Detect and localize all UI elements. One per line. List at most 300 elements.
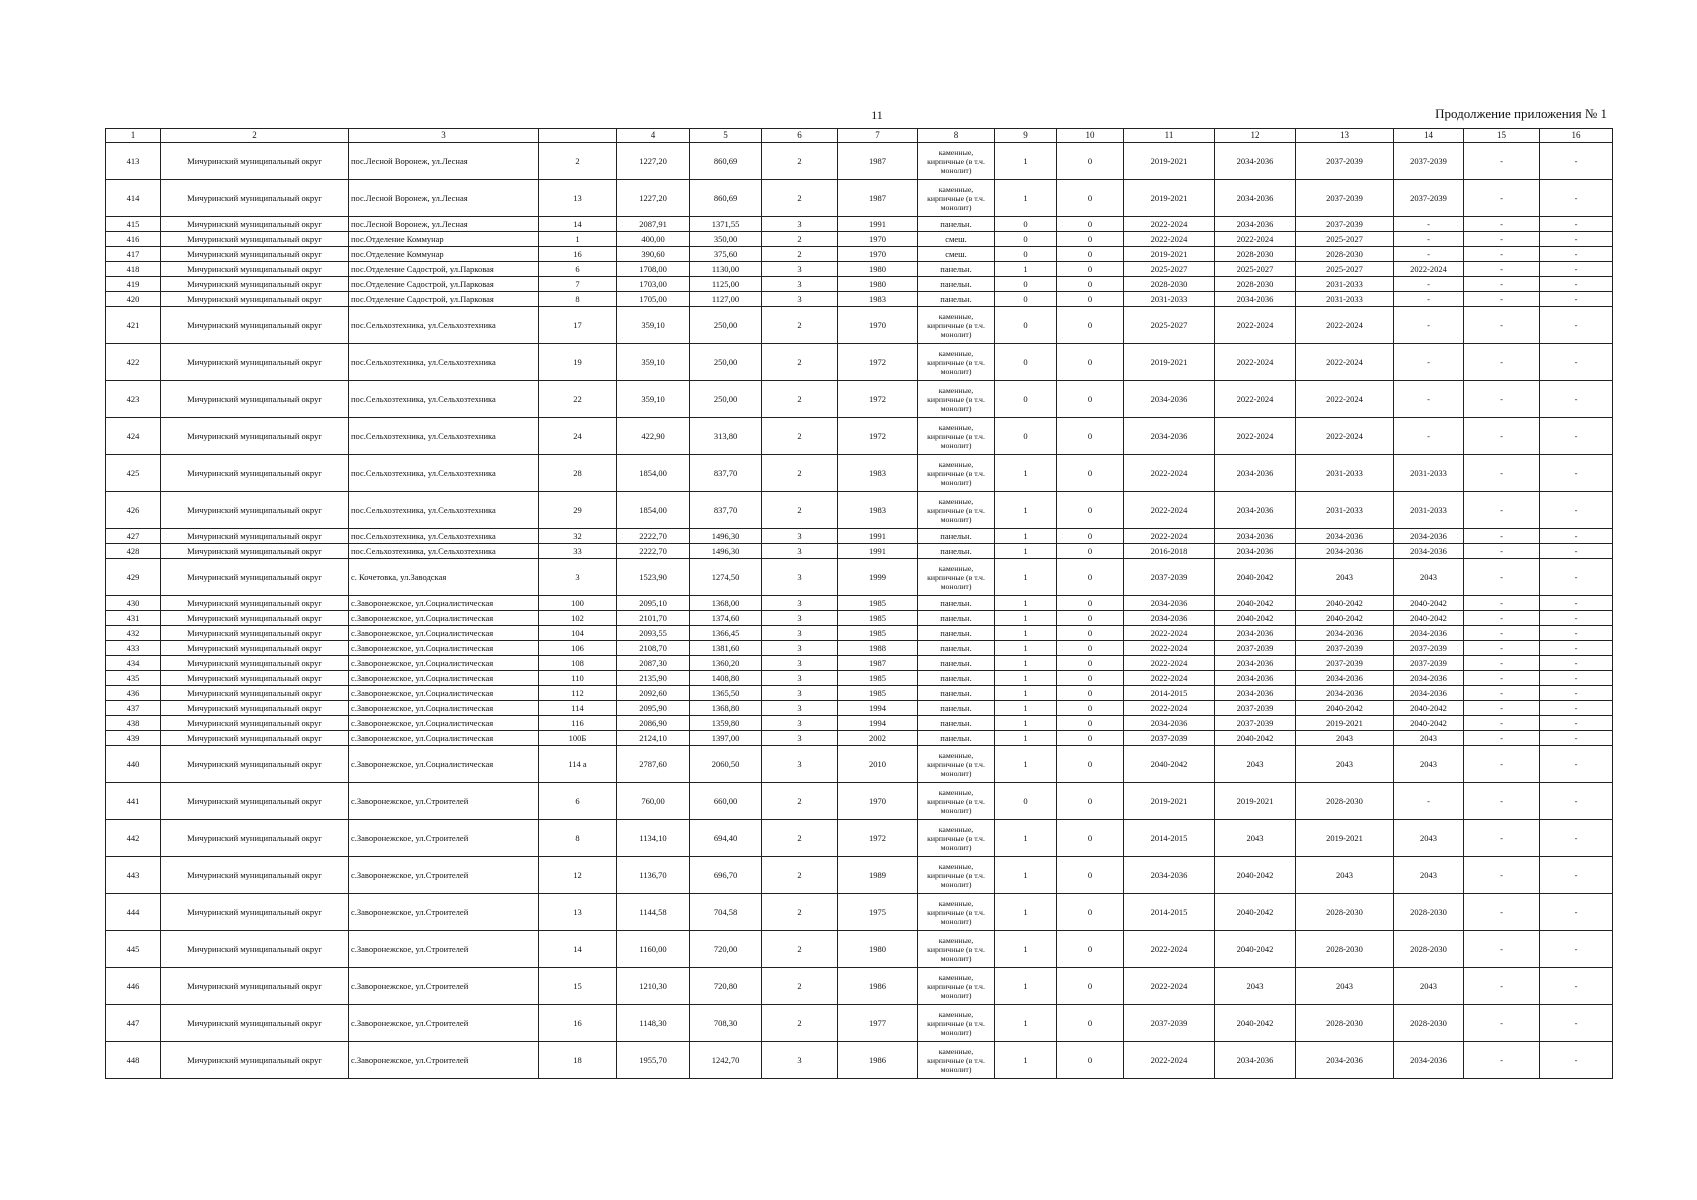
table-cell: 2 <box>762 857 838 894</box>
table-cell: 1160,00 <box>617 931 690 968</box>
table-cell: смеш. <box>918 232 995 247</box>
table-cell: 12 <box>539 857 617 894</box>
table-cell: 419 <box>106 277 161 292</box>
table-cell: 1 <box>995 596 1057 611</box>
table-cell: - <box>1540 529 1613 544</box>
table-cell: Мичуринский муниципальный округ <box>161 292 349 307</box>
table-cell: 0 <box>1057 1005 1124 1042</box>
table-cell: 2034-2036 <box>1215 529 1296 544</box>
table-cell: 2037-2039 <box>1394 656 1464 671</box>
table-cell: Мичуринский муниципальный округ <box>161 783 349 820</box>
table-cell: 2040-2042 <box>1215 894 1296 931</box>
table-cell: 2022-2024 <box>1296 381 1394 418</box>
table-cell: 2028-2030 <box>1296 783 1394 820</box>
table-cell: 2037-2039 <box>1296 180 1394 217</box>
table-cell: 414 <box>106 180 161 217</box>
table-cell: 2 <box>762 344 838 381</box>
table-cell: 430 <box>106 596 161 611</box>
table-cell: 1 <box>995 746 1057 783</box>
table-cell: - <box>1464 746 1540 783</box>
table-cell: с.Заворонежское, ул.Социалистическая <box>349 641 539 656</box>
table-cell: 7 <box>539 277 617 292</box>
table-row <box>106 716 1613 731</box>
table-cell: 860,69 <box>690 143 762 180</box>
table-cell: Мичуринский муниципальный округ <box>161 701 349 716</box>
table-cell: Мичуринский муниципальный округ <box>161 217 349 232</box>
table-cell: Мичуринский муниципальный округ <box>161 656 349 671</box>
table-cell: 2034-2036 <box>1296 626 1394 641</box>
table-cell: 660,00 <box>690 783 762 820</box>
table-cell: 2022-2024 <box>1215 232 1296 247</box>
table-cell: панельн. <box>918 596 995 611</box>
table-cell: 1 <box>995 262 1057 277</box>
table-cell: 696,70 <box>690 857 762 894</box>
table-cell: 2060,50 <box>690 746 762 783</box>
table-cell: 1136,70 <box>617 857 690 894</box>
table-cell: - <box>1540 820 1613 857</box>
housing-registry-table <box>105 128 1613 1079</box>
table-cell: 2034-2036 <box>1394 686 1464 701</box>
table-cell: 2034-2036 <box>1215 455 1296 492</box>
table-cell: 0 <box>1057 746 1124 783</box>
table-cell: 441 <box>106 783 161 820</box>
table-cell: 1970 <box>838 783 918 820</box>
table-cell: 0 <box>1057 626 1124 641</box>
table-cell: 2043 <box>1215 820 1296 857</box>
table-cell: Мичуринский муниципальный округ <box>161 931 349 968</box>
table-cell: 2016-2018 <box>1124 544 1215 559</box>
table-cell: 2034-2036 <box>1215 143 1296 180</box>
table-cell: 19 <box>539 344 617 381</box>
table-cell: 1 <box>995 529 1057 544</box>
table-cell: 112 <box>539 686 617 701</box>
table-cell: 2040-2042 <box>1215 1005 1296 1042</box>
table-cell: 694,40 <box>690 820 762 857</box>
table-cell: - <box>1464 611 1540 626</box>
table-cell: 1985 <box>838 611 918 626</box>
table-cell: 2014-2015 <box>1124 686 1215 701</box>
table-cell: 1991 <box>838 544 918 559</box>
table-cell: 1989 <box>838 857 918 894</box>
table-cell: - <box>1394 217 1464 232</box>
table-row <box>106 968 1613 1005</box>
table-cell: - <box>1464 671 1540 686</box>
table-cell: 2028-2030 <box>1394 894 1464 931</box>
table-cell: - <box>1540 492 1613 529</box>
table-body <box>106 143 1613 1079</box>
table-cell: каменные, кирпичные (в т.ч. монолит) <box>918 559 995 596</box>
table-cell: - <box>1464 731 1540 746</box>
table-cell: 2022-2024 <box>1296 307 1394 344</box>
table-cell: 2022-2024 <box>1215 307 1296 344</box>
table-cell: 2040-2042 <box>1215 931 1296 968</box>
table-row <box>106 292 1613 307</box>
table-cell: 1983 <box>838 492 918 529</box>
table-cell: 0 <box>1057 596 1124 611</box>
table-cell: 3 <box>762 611 838 626</box>
table-cell: 0 <box>995 247 1057 262</box>
table-cell: Мичуринский муниципальный округ <box>161 307 349 344</box>
table-cell: 2124,10 <box>617 731 690 746</box>
table-cell: 1360,20 <box>690 656 762 671</box>
table-cell: 1987 <box>838 143 918 180</box>
table-cell: 2022-2024 <box>1124 931 1215 968</box>
table-cell: - <box>1540 716 1613 731</box>
table-cell: - <box>1540 544 1613 559</box>
table-cell: 2022-2024 <box>1124 671 1215 686</box>
table-cell: панельн. <box>918 671 995 686</box>
table-cell: 2043 <box>1394 820 1464 857</box>
table-cell: 2031-2033 <box>1296 277 1394 292</box>
table-cell: 434 <box>106 656 161 671</box>
table-cell: 0 <box>1057 381 1124 418</box>
table-cell: 6 <box>539 262 617 277</box>
table-cell: 15 <box>539 968 617 1005</box>
table-cell: 0 <box>1057 559 1124 596</box>
table-cell: Мичуринский муниципальный округ <box>161 641 349 656</box>
table-cell: с.Заворонежское, ул.Строителей <box>349 894 539 931</box>
table-cell: 2022-2024 <box>1124 626 1215 641</box>
table-cell: 100 <box>539 596 617 611</box>
table-cell: Мичуринский муниципальный округ <box>161 529 349 544</box>
table-cell: 2040-2042 <box>1215 596 1296 611</box>
table-cell: 720,00 <box>690 931 762 968</box>
table-cell: 2034-2036 <box>1394 544 1464 559</box>
table-cell: 106 <box>539 641 617 656</box>
table-cell: - <box>1464 492 1540 529</box>
table-cell: 2787,60 <box>617 746 690 783</box>
table-cell: 0 <box>1057 143 1124 180</box>
column-header: 7 <box>838 129 918 143</box>
table-cell: 2037-2039 <box>1124 1005 1215 1042</box>
table-cell: 3 <box>762 671 838 686</box>
table-cell: - <box>1464 247 1540 262</box>
table-cell: пос.Сельхозтехника, ул.Сельхозтехника <box>349 492 539 529</box>
table-cell: 2043 <box>1296 746 1394 783</box>
table-cell: 1210,30 <box>617 968 690 1005</box>
table-cell: 0 <box>1057 277 1124 292</box>
table-cell: 2037-2039 <box>1394 641 1464 656</box>
table-cell: с.Заворонежское, ул.Социалистическая <box>349 716 539 731</box>
table-row <box>106 232 1613 247</box>
table-cell: 2022-2024 <box>1124 455 1215 492</box>
table-cell: - <box>1464 143 1540 180</box>
table-cell: 2034-2036 <box>1215 626 1296 641</box>
table-cell: 2028-2030 <box>1296 1005 1394 1042</box>
table-cell: 1 <box>995 143 1057 180</box>
table-cell: 1703,00 <box>617 277 690 292</box>
table-cell: - <box>1464 307 1540 344</box>
column-header: 6 <box>762 129 838 143</box>
table-cell: Мичуринский муниципальный округ <box>161 686 349 701</box>
table-cell: - <box>1394 292 1464 307</box>
table-cell: 2014-2015 <box>1124 894 1215 931</box>
table-cell: - <box>1464 701 1540 716</box>
table-cell: 1 <box>995 716 1057 731</box>
table-cell: 1408,80 <box>690 671 762 686</box>
table-cell: 2034-2036 <box>1215 686 1296 701</box>
table-cell: 0 <box>1057 671 1124 686</box>
table-cell: 28 <box>539 455 617 492</box>
table-cell: каменные, кирпичные (в т.ч. монолит) <box>918 1005 995 1042</box>
table-row <box>106 1005 1613 1042</box>
table-cell: 2031-2033 <box>1124 292 1215 307</box>
table-cell: Мичуринский муниципальный округ <box>161 418 349 455</box>
table-cell: 2043 <box>1215 968 1296 1005</box>
table-cell: 2028-2030 <box>1296 931 1394 968</box>
table-cell: 2034-2036 <box>1215 656 1296 671</box>
table-cell: 2019-2021 <box>1124 247 1215 262</box>
table-cell: 2 <box>762 968 838 1005</box>
column-header: 11 <box>1124 129 1215 143</box>
table-cell: 2031-2033 <box>1394 455 1464 492</box>
table-cell: 0 <box>995 381 1057 418</box>
table-cell: 2025-2027 <box>1296 262 1394 277</box>
table-cell: с.Заворонежское, ул.Строителей <box>349 968 539 1005</box>
table-cell: - <box>1540 1042 1613 1079</box>
table-cell: 2031-2033 <box>1394 492 1464 529</box>
table-cell: 350,00 <box>690 232 762 247</box>
table-cell: 431 <box>106 611 161 626</box>
table-cell: 2019-2021 <box>1124 143 1215 180</box>
table-cell: с.Заворонежское, ул.Социалистическая <box>349 686 539 701</box>
table-cell: 1368,80 <box>690 701 762 716</box>
table-cell: 1148,30 <box>617 1005 690 1042</box>
table-cell: - <box>1394 232 1464 247</box>
table-cell: Мичуринский муниципальный округ <box>161 857 349 894</box>
table-cell: 2022-2024 <box>1124 656 1215 671</box>
column-header: 12 <box>1215 129 1296 143</box>
table-cell: 2222,70 <box>617 544 690 559</box>
table-cell: 720,80 <box>690 968 762 1005</box>
table-cell: 0 <box>1057 262 1124 277</box>
table-cell: 22 <box>539 381 617 418</box>
table-cell: 425 <box>106 455 161 492</box>
table-cell: Мичуринский муниципальный округ <box>161 344 349 381</box>
table-cell: 3 <box>762 277 838 292</box>
table-cell: - <box>1540 180 1613 217</box>
table-cell: - <box>1540 455 1613 492</box>
table-cell: 2019-2021 <box>1124 180 1215 217</box>
table-cell: 2043 <box>1296 968 1394 1005</box>
table-cell: 2028-2030 <box>1394 1005 1464 1042</box>
table-cell: 0 <box>1057 455 1124 492</box>
table-cell: 2037-2039 <box>1394 180 1464 217</box>
table-cell: 1 <box>995 686 1057 701</box>
table-cell: пос.Сельхозтехника, ул.Сельхозтехника <box>349 344 539 381</box>
table-row <box>106 529 1613 544</box>
table-row <box>106 731 1613 746</box>
table-cell: 1227,20 <box>617 180 690 217</box>
table-cell: Мичуринский муниципальный округ <box>161 492 349 529</box>
table-cell: 445 <box>106 931 161 968</box>
table-cell: 0 <box>1057 217 1124 232</box>
table-cell: 2031-2033 <box>1296 292 1394 307</box>
table-cell: 422 <box>106 344 161 381</box>
table-cell: 3 <box>762 641 838 656</box>
table-cell: 8 <box>539 292 617 307</box>
table-cell: 2031-2033 <box>1296 455 1394 492</box>
table-cell: 1854,00 <box>617 492 690 529</box>
table-cell: 2025-2027 <box>1124 307 1215 344</box>
table-cell: с.Заворонежское, ул.Строителей <box>349 931 539 968</box>
table-cell: 1 <box>995 857 1057 894</box>
table-cell: 0 <box>1057 247 1124 262</box>
table-cell: 2 <box>762 307 838 344</box>
table-cell: 0 <box>1057 931 1124 968</box>
table-cell: 359,10 <box>617 381 690 418</box>
table-cell: 2034-2036 <box>1124 611 1215 626</box>
table-cell: пос.Сельхозтехника, ул.Сельхозтехника <box>349 544 539 559</box>
table-cell: 0 <box>995 783 1057 820</box>
table-cell: каменные, кирпичные (в т.ч. монолит) <box>918 783 995 820</box>
table-cell: 1986 <box>838 968 918 1005</box>
table-cell: каменные, кирпичные (в т.ч. монолит) <box>918 455 995 492</box>
table-cell: с.Заворонежское, ул.Социалистическая <box>349 701 539 716</box>
table-cell: пос.Отделение Садострой, ул.Парковая <box>349 292 539 307</box>
table-cell: 1985 <box>838 671 918 686</box>
table-cell: с.Заворонежское, ул.Социалистическая <box>349 656 539 671</box>
table-cell: 422,90 <box>617 418 690 455</box>
table-cell: пос.Отделение Садострой, ул.Парковая <box>349 262 539 277</box>
table-cell: 114 <box>539 701 617 716</box>
table-cell: 2031-2033 <box>1296 492 1394 529</box>
table-cell: 446 <box>106 968 161 1005</box>
table-cell: панельн. <box>918 641 995 656</box>
table-cell: 3 <box>762 731 838 746</box>
table-cell: Мичуринский муниципальный округ <box>161 611 349 626</box>
table-cell: - <box>1540 671 1613 686</box>
table-row <box>106 418 1613 455</box>
table-cell: 250,00 <box>690 344 762 381</box>
table-cell: - <box>1540 894 1613 931</box>
table-cell: 3 <box>539 559 617 596</box>
table-cell: 2 <box>762 143 838 180</box>
table-cell: 6 <box>539 783 617 820</box>
table-cell: 0 <box>1057 731 1124 746</box>
table-cell: - <box>1464 292 1540 307</box>
table-cell: Мичуринский муниципальный округ <box>161 1005 349 1042</box>
table-cell: 3 <box>762 559 838 596</box>
table-cell: 1985 <box>838 686 918 701</box>
table-cell: 17 <box>539 307 617 344</box>
table-cell: 2043 <box>1394 857 1464 894</box>
table-cell: с.Заворонежское, ул.Социалистическая <box>349 731 539 746</box>
table-cell: 2034-2036 <box>1124 596 1215 611</box>
table-cell: 24 <box>539 418 617 455</box>
table-cell: каменные, кирпичные (в т.ч. монолит) <box>918 180 995 217</box>
table-cell: 250,00 <box>690 381 762 418</box>
table-cell: 2034-2036 <box>1296 544 1394 559</box>
table-cell: 1 <box>995 180 1057 217</box>
table-cell: 2040-2042 <box>1394 611 1464 626</box>
table-cell: - <box>1540 626 1613 641</box>
table-cell: с.Заворонежское, ул.Социалистическая <box>349 611 539 626</box>
table-cell: 13 <box>539 180 617 217</box>
table-cell: 1983 <box>838 292 918 307</box>
table-cell: 416 <box>106 232 161 247</box>
column-header: 10 <box>1057 129 1124 143</box>
table-cell: 2019-2021 <box>1296 820 1394 857</box>
table-cell: 413 <box>106 143 161 180</box>
table-cell: - <box>1464 277 1540 292</box>
table-cell: 440 <box>106 746 161 783</box>
table-cell: - <box>1464 180 1540 217</box>
table-cell: панельн. <box>918 217 995 232</box>
table-cell: 1 <box>995 611 1057 626</box>
table-cell: 2037-2039 <box>1215 641 1296 656</box>
table-cell: 2043 <box>1215 746 1296 783</box>
table-cell: 2 <box>762 492 838 529</box>
table-cell: 2 <box>762 894 838 931</box>
table-cell: - <box>1464 686 1540 701</box>
table-cell: каменные, кирпичные (в т.ч. монолит) <box>918 894 995 931</box>
table-cell: 2 <box>762 1005 838 1042</box>
table-cell: 1134,10 <box>617 820 690 857</box>
table-cell: каменные, кирпичные (в т.ч. монолит) <box>918 418 995 455</box>
table-row <box>106 701 1613 716</box>
table-cell: Мичуринский муниципальный округ <box>161 731 349 746</box>
table-cell: 2037-2039 <box>1124 731 1215 746</box>
table-cell: 1991 <box>838 529 918 544</box>
table-row <box>106 492 1613 529</box>
table-cell: 1397,00 <box>690 731 762 746</box>
table-cell: пос.Сельхозтехника, ул.Сельхозтехника <box>349 455 539 492</box>
table-cell: - <box>1464 596 1540 611</box>
table-cell: 0 <box>1057 820 1124 857</box>
table-cell: - <box>1464 1042 1540 1079</box>
table-cell: 3 <box>762 596 838 611</box>
table-cell: 1371,55 <box>690 217 762 232</box>
table-row <box>106 217 1613 232</box>
table-cell: 1972 <box>838 344 918 381</box>
table-cell: - <box>1540 381 1613 418</box>
table-cell: 359,10 <box>617 307 690 344</box>
table-cell: 3 <box>762 217 838 232</box>
table-cell: 2010 <box>838 746 918 783</box>
table-cell: 2093,55 <box>617 626 690 641</box>
table-cell: 2022-2024 <box>1124 641 1215 656</box>
table-cell: 2040-2042 <box>1296 596 1394 611</box>
table-cell: панельн. <box>918 716 995 731</box>
table-cell: 2037-2039 <box>1124 559 1215 596</box>
table-cell: 2034-2036 <box>1124 381 1215 418</box>
table-cell: 0 <box>1057 492 1124 529</box>
table-cell: 1 <box>995 701 1057 716</box>
table-cell: - <box>1540 931 1613 968</box>
table-cell: 1991 <box>838 217 918 232</box>
table-row <box>106 746 1613 783</box>
table-cell: Мичуринский муниципальный округ <box>161 277 349 292</box>
table-cell: 2 <box>762 418 838 455</box>
table-cell: каменные, кирпичные (в т.ч. монолит) <box>918 381 995 418</box>
table-cell: - <box>1540 596 1613 611</box>
table-cell: 0 <box>1057 857 1124 894</box>
column-header: 2 <box>161 129 349 143</box>
table-row <box>106 344 1613 381</box>
table-cell: 1 <box>995 544 1057 559</box>
table-cell: с.Заворонежское, ул.Строителей <box>349 1042 539 1079</box>
table-cell: пос.Сельхозтехника, ул.Сельхозтехника <box>349 529 539 544</box>
table-cell: 2002 <box>838 731 918 746</box>
table-cell: 2022-2024 <box>1215 381 1296 418</box>
table-cell: 0 <box>995 232 1057 247</box>
table-cell: 1705,00 <box>617 292 690 307</box>
table-cell: 1374,60 <box>690 611 762 626</box>
table-cell: 420 <box>106 292 161 307</box>
table-cell: 2034-2036 <box>1215 292 1296 307</box>
table-cell: Мичуринский муниципальный округ <box>161 381 349 418</box>
